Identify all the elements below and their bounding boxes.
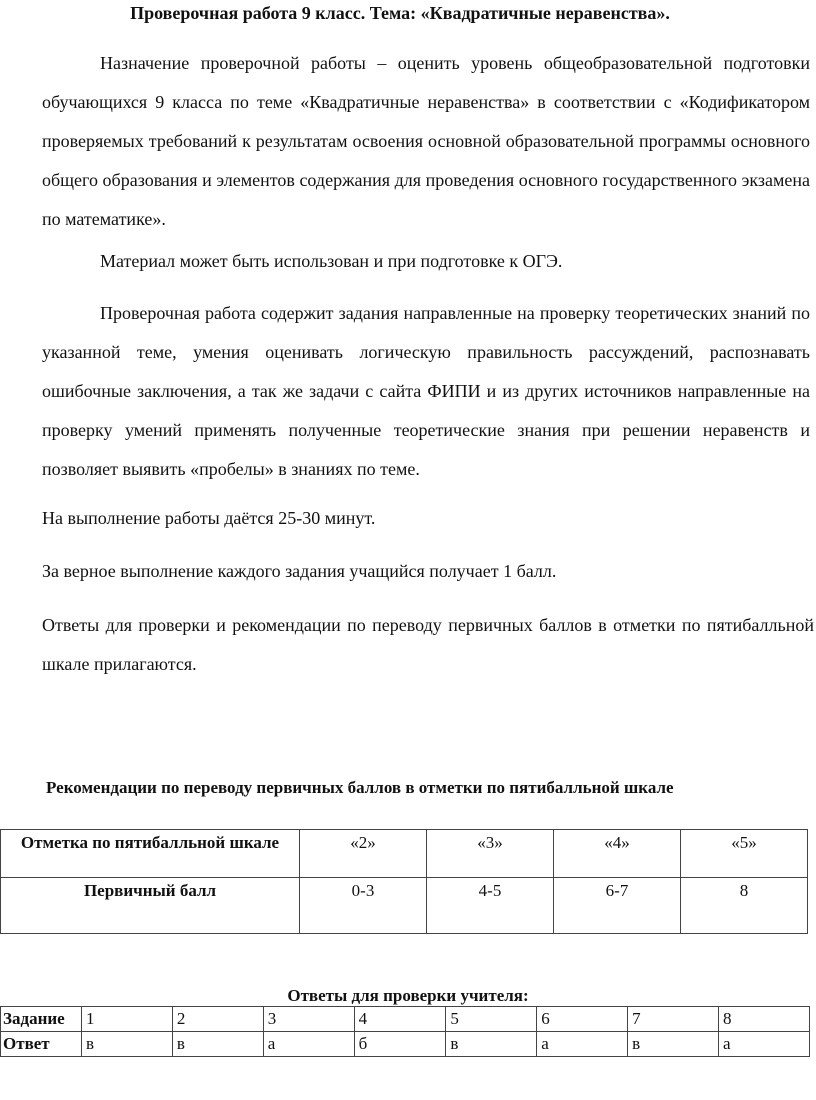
- task-cell: 7: [628, 1007, 719, 1032]
- task-cell: 4: [354, 1007, 446, 1032]
- answers-title: Ответы для проверки учителя:: [287, 986, 529, 1005]
- answer-cell: а: [719, 1032, 810, 1057]
- time-paragraph: На выполнение работы даётся 25-30 минут.: [42, 508, 376, 528]
- grade-cell: «3»: [427, 830, 554, 878]
- answer-cell: б: [354, 1032, 446, 1057]
- material-paragraph: Материал может быть использован и при подготовке к ОГЭ.: [100, 251, 563, 271]
- answer-cell: в: [172, 1032, 263, 1057]
- grade-row-header: Отметка по пятибалльной шкале: [1, 830, 300, 878]
- grade-cell: «2»: [300, 830, 427, 878]
- task-row-header: Задание: [1, 1007, 82, 1032]
- answer-cell: в: [628, 1032, 719, 1057]
- answer-row: [1, 1032, 810, 1057]
- points-row: [1, 878, 808, 934]
- points-cell: 4-5: [427, 878, 554, 934]
- points-cell: 6-7: [554, 878, 681, 934]
- grade-cell: «5»: [681, 830, 808, 878]
- task-row: [1, 1007, 810, 1032]
- content-paragraph: Проверочная работа содержит задания направленные на проверку теоретических знаний по указанной теме, умения оценивать логическую правильность рассуждений, распознавать ошибочные заключения, а так же задачи с сайта ФИПИ и из других источников направленные на проверку умений применять полученные теоретические знания при решении неравенств и позволяет выявить «пробелы» в знаниях по теме.: [42, 303, 810, 479]
- answers-note-paragraph: Ответы для проверки и рекомендации по переводу первичных баллов в отметки по пятибалльной шкале прилагаются.: [42, 615, 814, 674]
- purpose-paragraph: Назначение проверочной работы – оценить уровень общеобразовательной подготовки обучающихся 9 класса по теме «Квадратичные неравенства» в соответствии с «Кодификатором проверяемых требований к результатам освоения основной образовательной программы основного общего образования и элементов содержания для проведения основного государственного экзамена по математике».: [42, 53, 810, 229]
- task-cell: 2: [172, 1007, 263, 1032]
- answer-cell: а: [537, 1032, 628, 1057]
- answer-cell: в: [82, 1032, 173, 1057]
- answer-cell: а: [263, 1032, 354, 1057]
- points-cell: 0-3: [300, 878, 427, 934]
- answer-row-header: Ответ: [1, 1032, 82, 1057]
- answer-cell: в: [446, 1032, 537, 1057]
- grade-cell: «4»: [554, 830, 681, 878]
- grade-conversion-table: [0, 829, 808, 934]
- recommendations-title: Рекомендации по переводу первичных баллов в отметки по пятибалльной шкале: [46, 778, 674, 797]
- task-cell: 1: [82, 1007, 173, 1032]
- points-row-header: Первичный балл: [1, 878, 300, 934]
- page-title: Проверочная работа 9 класс. Тема: «Квадратичные неравенства».: [130, 3, 670, 23]
- task-cell: 8: [719, 1007, 810, 1032]
- task-cell: 5: [446, 1007, 537, 1032]
- task-cell: 3: [263, 1007, 354, 1032]
- answers-table: [0, 1006, 810, 1057]
- score-paragraph: За верное выполнение каждого задания учащийся получает 1 балл.: [42, 561, 557, 581]
- task-cell: 6: [537, 1007, 628, 1032]
- points-cell: 8: [681, 878, 808, 934]
- grade-row: [1, 830, 808, 878]
